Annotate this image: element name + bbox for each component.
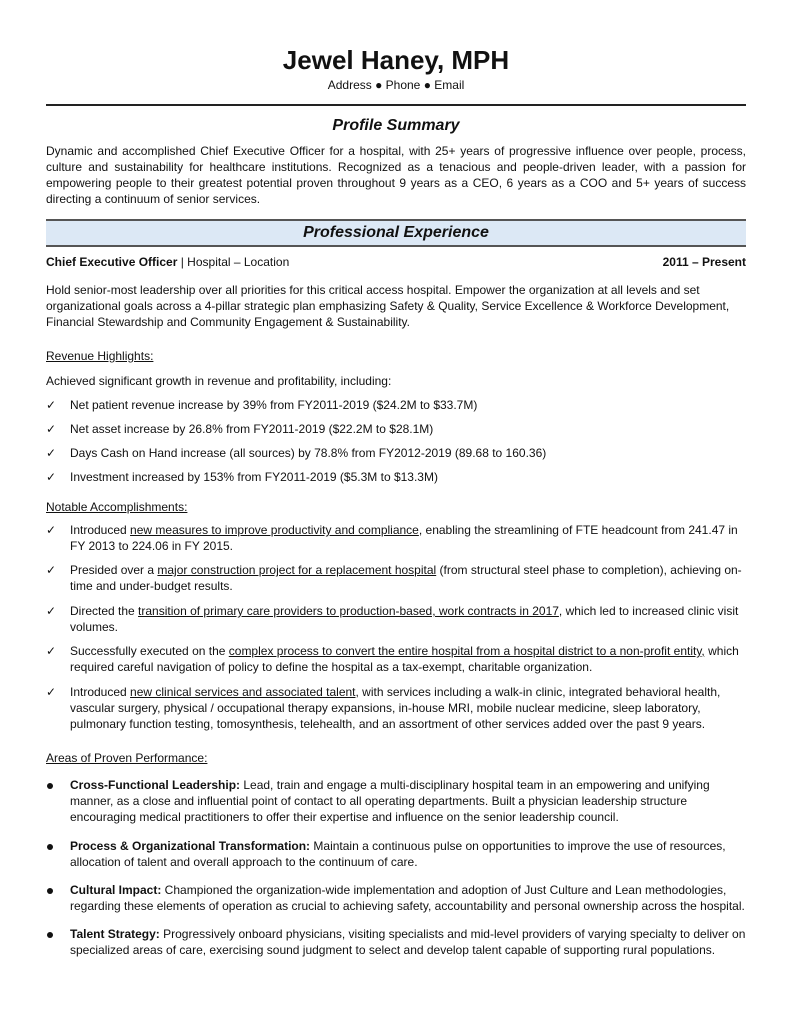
list-item-text: Directed the transition of primary care providers to production-based, work contracts in 2017, which led to increased clinic visit volumes. [70,604,739,634]
header-divider [46,104,746,106]
profile-summary: Dynamic and accomplished Chief Executive Officer for a hospital, with 25+ years of progressive influence over people, process, culture and sustainability for healthcare institutions. Recognized as a tenacious and people-driven leader, with a passion for empowering people to their greatest potential proven throughout 9 years as a CEO, 6 years as a COO and 5+ years of success directing a continuum of senior services. [46,144,746,206]
list-item-text: Introduced new measures to improve productivity and compliance, enabling the streamlining of FTE headcount from 241.47 in FY 2013 to 224.06 in FY 2015. [70,523,738,553]
accomplishments-heading: Notable Accomplishments: [46,500,188,514]
list-item-text: Net patient revenue increase by 39% from FY2011-2019 ($24.2M to $33.7M) [70,398,478,412]
job-description: Hold senior-most leadership over all priorities for this critical access hospital. Empower the organization at all levels and set organizational goals across a 4-pillar strategic plan emphasizing Safety & Quality, Service Excellence & Workforce Development, Financial Stewardship and Community Engagement & Sustainability. [46,283,730,329]
list-item-text: Net asset increase by 26.8% from FY2011-2019 ($22.2M to $28.1M) [70,422,434,436]
list-item-text: Introduced new clinical services and associated talent, with services including a walk-in clinic, integrated behavioral health, vascular surgery, physical / occupational therapy expansions, in-house MRI, mobile nuclear medicine, sleep laboratory, pulmonary function testing, tomosynthesis, telehealth, and an assortment of other services added over the past 9 years. [70,685,721,731]
bullet-icon [47,844,53,850]
checkmark-icon: ✓ [46,685,57,699]
bullet-icon [47,888,53,894]
experience-section-band [46,219,746,247]
list-item-text: Successfully executed on the complex process to convert the entire hospital from a hospital district to a non-profit entity, which required careful navigation of policy to define the hospital as a tax-exempt, charitable organization. [70,644,739,674]
list-item-text: Presided over a major construction project for a replacement hospital (from structural steel phase to completion), achieving on-time and under-budget results. [70,563,742,593]
checkmark-icon: ✓ [46,422,57,436]
areas-heading: Areas of Proven Performance: [46,751,208,765]
job-header [46,254,746,270]
list-item-text: Talent Strategy: Progressively onboard physicians, visiting specialists and mid-level providers of varying specialty to deliver on specialized areas of care, exercising sound judgment to select and develop talent capable of supporting rural populations. [70,927,746,957]
checkmark-icon: ✓ [46,644,57,658]
list-item-text: Investment increased by 153% from FY2011-2019 ($5.3M to $13.3M) [70,470,438,484]
job-title-line [46,254,289,270]
checkmark-icon: ✓ [46,563,57,577]
candidate-name: Jewel Haney, MPH [282,45,510,75]
checkmark-icon: ✓ [46,604,57,618]
bullet-icon [47,783,53,789]
checkmark-icon: ✓ [46,446,57,460]
revenue-intro: Achieved significant growth in revenue and profitability, including: [46,374,392,388]
job-dates: 2011 – Present [662,255,746,269]
list-item-text: Days Cash on Hand increase (all sources) by 78.8% from FY2012-2019 (89.68 to 160.36) [70,446,547,460]
profile-heading: Profile Summary [332,117,460,134]
checkmark-icon: ✓ [46,398,57,412]
checkmark-icon: ✓ [46,523,57,537]
experience-heading: Professional Experience [303,224,489,241]
contact-line: Address ● Phone ● Email [327,78,465,92]
bullet-icon [47,932,53,938]
list-item-text: Cultural Impact: Championed the organization-wide implementation and adoption of Just Culture and Lean methodologies, regarding these elements of operation as crucial to achieving safety, accountability and personal ownership across the hospital. [70,883,745,913]
revenue-heading: Revenue Highlights: [46,349,154,363]
list-item-text: Process & Organizational Transformation: Maintain a continuous pulse on opportunities to improve the use of resources, allocation of talent and overall approach to the continuum of care. [70,839,726,869]
checkmark-icon: ✓ [46,470,57,484]
job-title: Chief Executive Officer [46,255,178,269]
list-item-text: Cross-Functional Leadership: Lead, train and engage a multi-disciplinary hospital team in an empowering and unifying manner, as a close and influential point of contact to all operating departments. Built a physician leadership structure encouraging medical practitioners to offer their expertise and influence on the senior leadership council. [70,778,710,824]
job-org: | Hospital – Location [177,255,290,269]
